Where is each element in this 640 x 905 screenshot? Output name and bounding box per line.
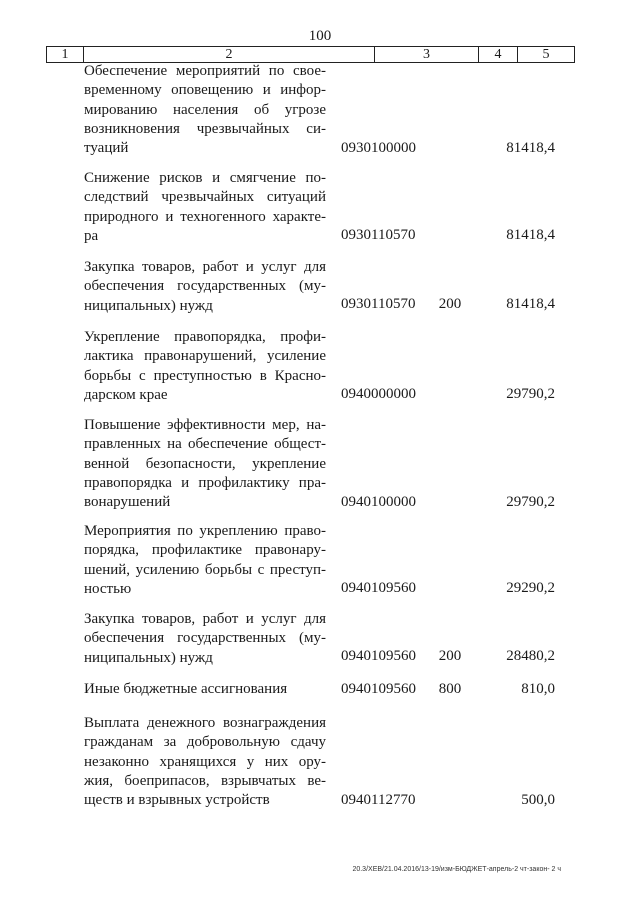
row-amount: 28480,2 [506,648,555,664]
description-line: порядка, профилактике правонару- [84,542,326,559]
description-line: Выплата денежного вознаграждения [84,715,326,731]
row-amount: 81418,4 [506,227,555,243]
description-line: Иные бюджетные ассигнования [84,681,288,697]
row-code: 0940100000 [341,494,416,510]
row-amount: 81418,4 [506,140,555,156]
column-header-4: 4 [478,47,517,62]
row-description [84,714,326,810]
description-line: обеспечения государственных (му- [84,630,326,647]
row-expense-type: 200 [438,648,462,664]
description-line: природного и техногенного характе- [84,208,326,225]
row-code: 0930110570 [341,296,416,312]
description-line: вонарушений [84,494,171,511]
description-line: Мероприятия по укреплению право- [84,523,326,539]
row-description [84,258,326,316]
description-line: возникновения чрезвычайных си- [84,120,326,137]
row-description [84,522,326,599]
description-line: Закупка товаров, работ и услуг для [84,259,326,275]
row-description [84,680,326,699]
description-line: правопорядка и профилактику пра- [84,474,326,491]
description-line: борьбы с преступностью в Красно- [84,367,326,384]
description-line: венной безопасности, укрепление [84,455,326,472]
row-code: 0940109560 [341,681,416,697]
description-line: мированию населения об угрозе [84,101,326,118]
row-description [84,169,326,246]
column-header-2: 2 [83,47,374,62]
document-footer-reference: 20.3/ХЕВ/21.04.2016/13-19/изм-БЮДЖЕТ-апрель-2 чт-закон- 2 ч [352,866,561,873]
description-line: гражданам за добровольную сдачу [84,734,326,751]
description-line: ностью [84,580,132,597]
row-code: 0940000000 [341,386,416,402]
description-line: жия, боеприпасов, взрывчатых ве- [84,772,326,789]
column-header-3: 3 [374,47,478,62]
description-line: обеспечения государственных (му- [84,278,326,295]
description-line: дарском крае [84,386,168,403]
description-line: Закупка товаров, работ и услуг для [84,611,326,627]
row-description [84,610,326,668]
row-amount: 500,0 [521,792,555,808]
row-code: 0940109560 [341,648,416,664]
row-code: 0940109560 [341,580,416,596]
column-header-row [46,46,575,63]
row-code: 0930100000 [341,140,416,156]
row-amount: 29790,2 [506,494,555,510]
row-code: 0940112770 [341,792,416,808]
row-amount: 29790,2 [506,386,555,402]
description-line: следствий чрезвычайных ситуаций [84,189,326,206]
description-line: ществ и взрывных устройств [84,792,270,809]
row-expense-type: 200 [438,296,462,312]
description-line: туаций [84,140,129,157]
row-expense-type: 800 [438,681,462,697]
description-line: Снижение рисков и смягчение по- [84,170,326,186]
description-line: ниципальных) нужд [84,649,213,666]
row-amount: 29290,2 [506,580,555,596]
page-number: 100 [308,28,332,44]
row-amount: 81418,4 [506,296,555,312]
row-description [84,328,326,405]
description-line: Обеспечение мероприятий по свое- [84,63,326,79]
description-line: правленных на обеспечение общест- [84,436,326,453]
description-line: Укрепление правопорядка, профи- [84,329,326,345]
row-description [84,62,326,158]
row-amount: 810,0 [521,681,555,697]
description-line: лактика правонарушений, усиление [84,348,326,365]
description-line: Повышение эффективности мер, на- [84,417,326,433]
description-line: временному оповещению и инфор- [84,82,326,99]
description-line: ниципальных) нужд [84,297,213,314]
row-code: 0930110570 [341,227,416,243]
description-line: незаконно хранящихся у них ору- [84,753,326,770]
column-header-1: 1 [61,47,69,62]
column-header-5: 5 [517,47,574,62]
description-line: ра [84,227,99,244]
description-line: шений, усилению борьбы с преступ- [84,561,326,578]
row-description [84,416,326,512]
